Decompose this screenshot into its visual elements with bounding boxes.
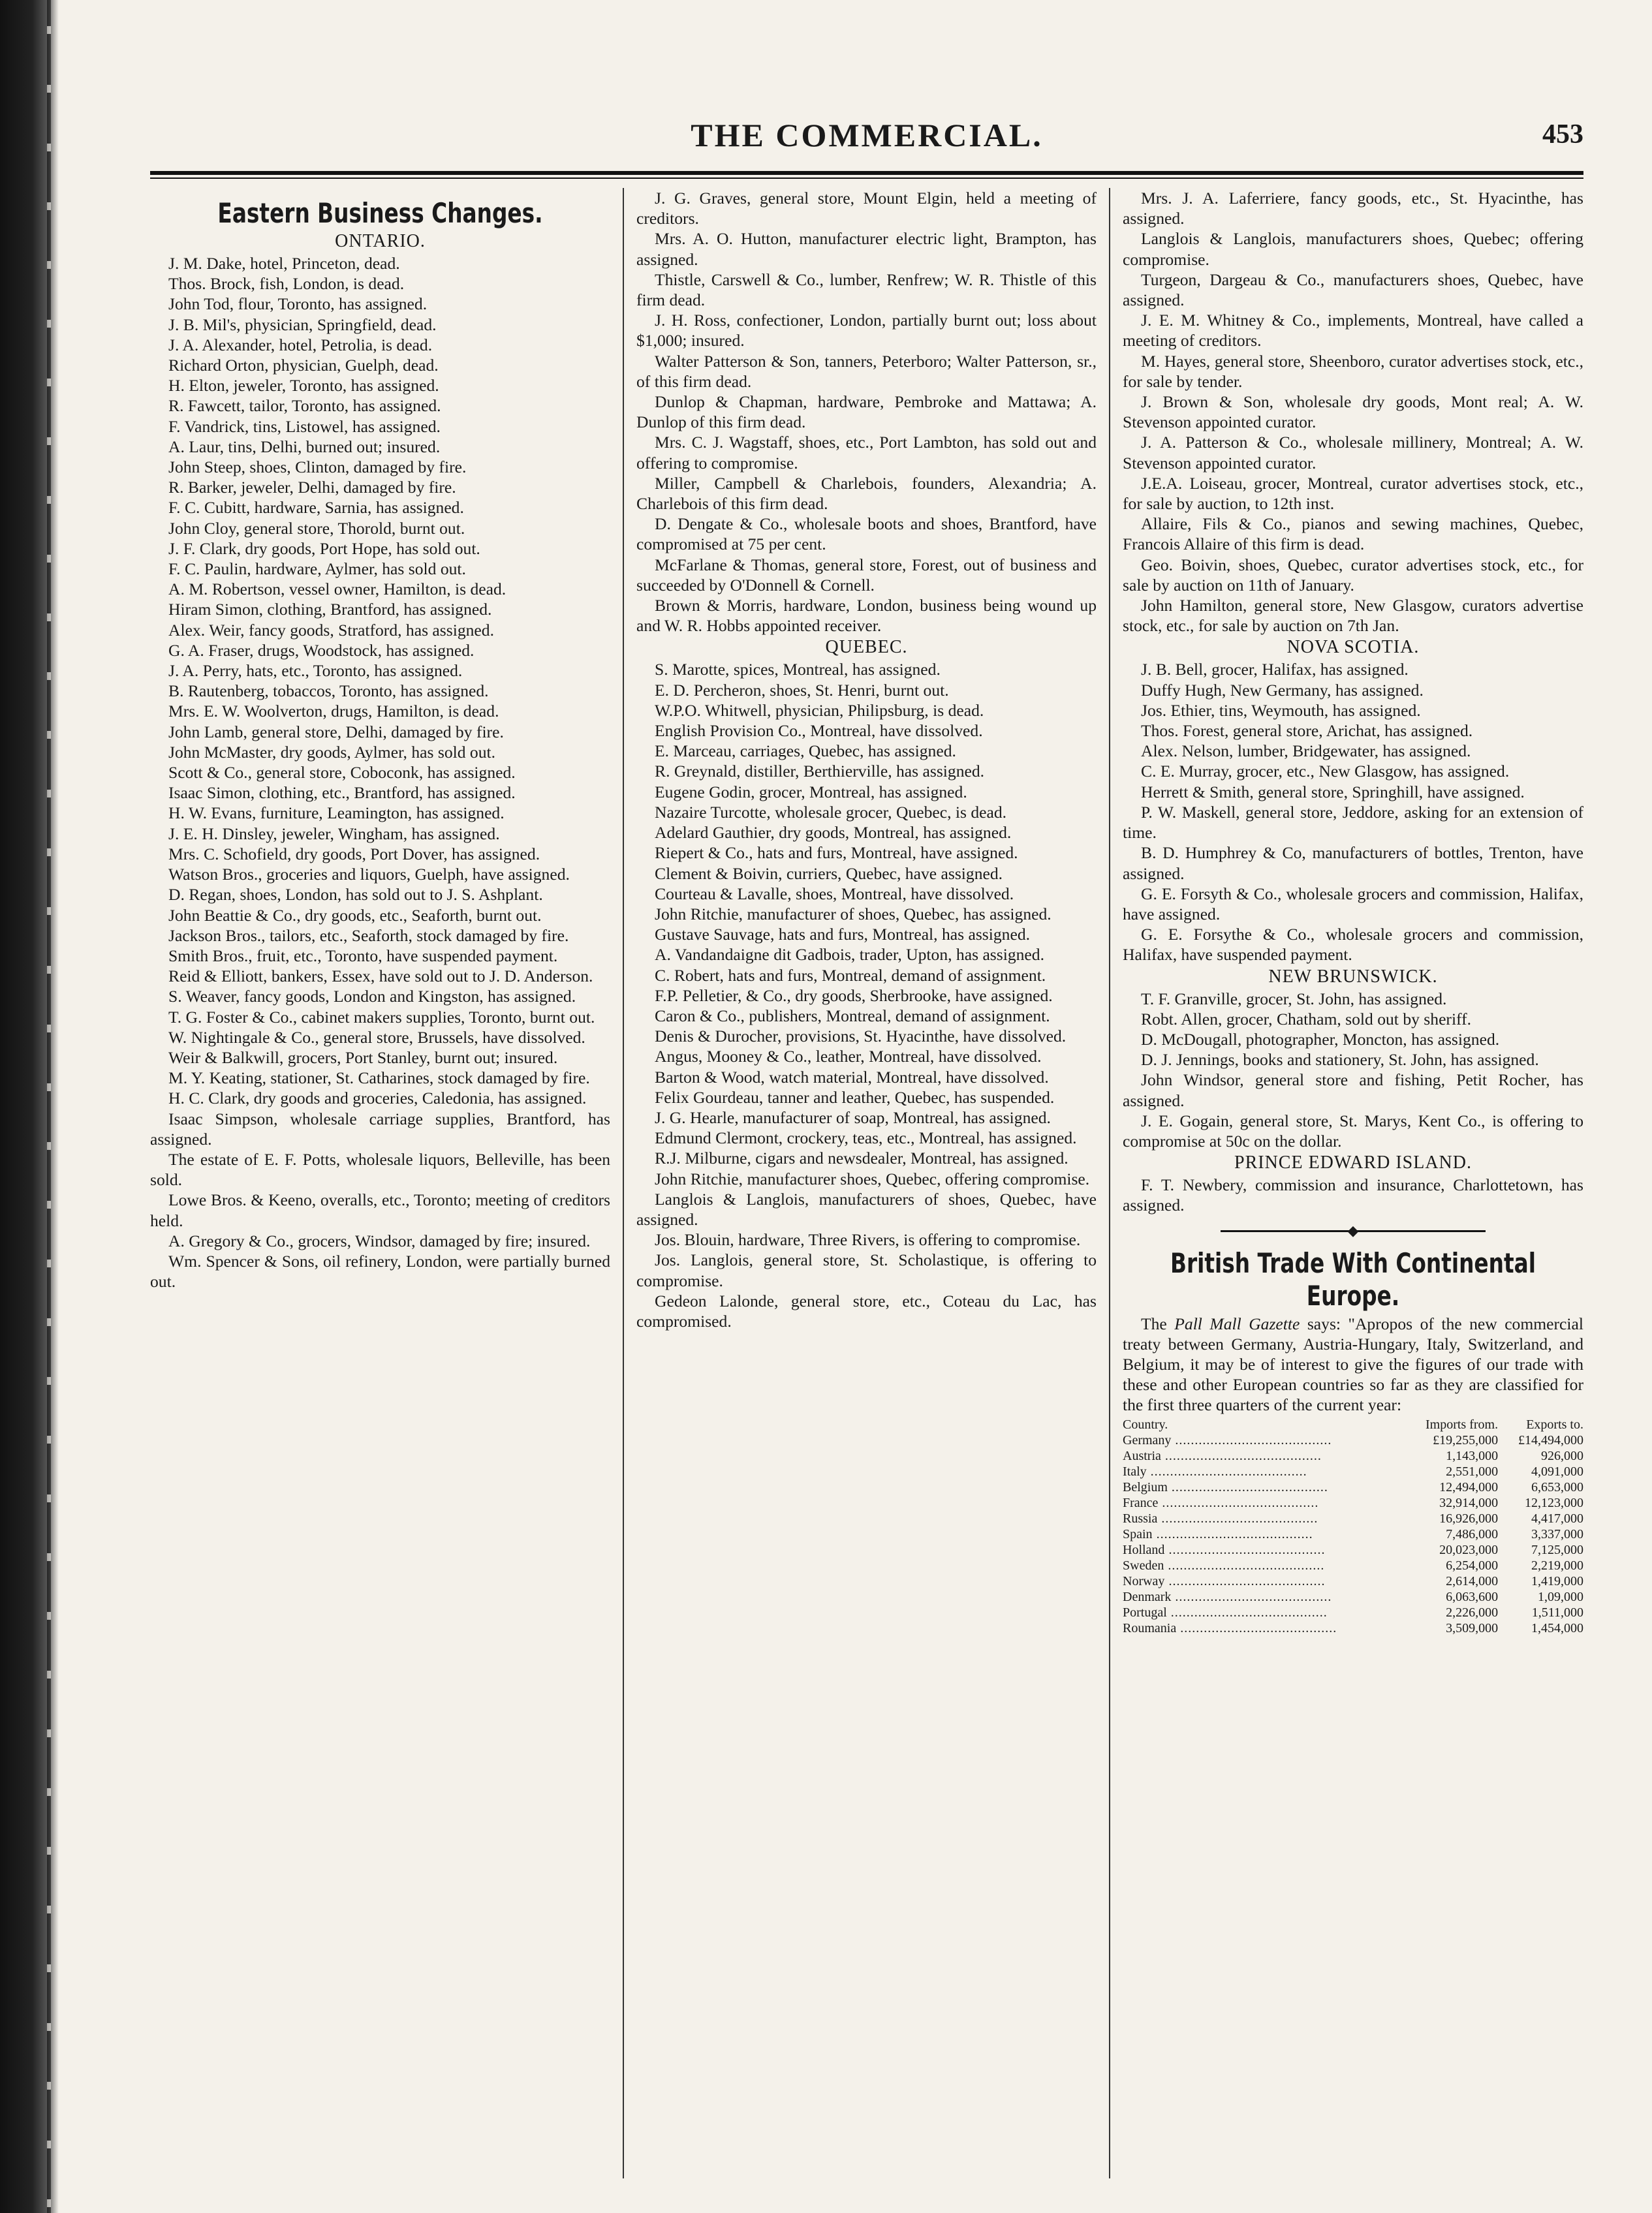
notice-item: Lowe Bros. & Keeno, overalls, etc., Toronto; meeting of creditors held. [150,1190,610,1230]
notice-item: J. E. M. Whitney & Co., implements, Montreal, have called a meeting of creditors. [1123,311,1583,350]
notice-item: G. E. Forsythe & Co., wholesale grocers and commission, Halifax, have suspended payment. [1123,925,1583,965]
notice-item: Scott & Co., general store, Coboconk, has assigned. [168,763,516,782]
trade-country-name: Germany ..... [1123,1433,1332,1447]
notice-item: A. Vandandaigne dit Gadbois, trader, Upton, has assigned. [655,945,1044,965]
trade-table-row [1123,1620,1583,1636]
notice-item: F. C. Cubitt, hardware, Sarnia, has assigned. [168,498,464,518]
trade-exports-cell: 6,653,000 [1531,1479,1583,1494]
trade-imports-cell: 6,063,600 [1446,1589,1499,1604]
notice-item: John Windsor, general store and fishing, Petit Rocher, has assigned. [1123,1070,1583,1110]
header-rule [150,171,1583,175]
notice-item: Courteau & Lavalle, shoes, Montreal, have dissolved. [655,884,1014,903]
trade-exports-cell: 1,454,000 [1531,1620,1583,1635]
trade-country-cell [1123,1479,1403,1495]
trade-intro-text: says: "Apropos of the new commercial treaty between Germany, Austria-Hungary, Italy, Switzerland, and Belgium, it may be of interest to give the figures of our trade with these and other European countries so far as they are classified for the first three quarters of the current year: [1123,1314,1583,1415]
notice-item: F. T. Newbery, commission and insurance, Charlottetown, has assigned. [1123,1175,1583,1215]
notice-item: Miller, Campbell & Charlebois, founders, Alexandria; A. Charlebois of this firm dead. [636,473,1097,514]
notice-item: English Provision Co., Montreal, have dissolved. [655,721,983,741]
notice-item: Felix Gourdeau, tanner and leather, Quebec, has suspended. [655,1087,1055,1107]
notice-item: P. W. Maskell, general store, Jeddore, asking for an extension of time. [1123,802,1583,843]
notice-item: J. G. Hearle, manufacturer of soap, Montreal, has assigned. [655,1107,1051,1127]
notice-item: J. H. Ross, confectioner, London, partially burnt out; loss about $1,000; insured. [636,311,1097,350]
notice-item: John Steep, shoes, Clinton, damaged by fire. [168,457,467,477]
notice-item: Thos. Brock, fish, London, is dead. [168,274,405,294]
notice-item: Eugene Godin, grocer, Montreal, has assigned. [655,782,967,801]
trade-country-name: France ..... [1123,1496,1318,1510]
notice-item: M. Hayes, general store, Sheenboro, curator advertises stock, etc., for sale by tender. [1123,351,1583,391]
notice-item: C. E. Murray, grocer, etc., New Glasgow, has assigned. [1141,762,1510,781]
notice-item: Smith Bros., fruit, etc., Toronto, have suspended payment. [168,946,558,965]
notice-item: Gedeon Lalonde, general store, etc., Coteau du Lac, has compromised. [636,1291,1097,1331]
section-heading-eastern-business-changes: Eastern Business Changes. [217,197,543,229]
notice-item: F. Vandrick, tins, Listowel, has assigned. [168,416,441,436]
notice-item: J. E. Gogain, general store, St. Marys, Kent Co., is offering to compromise at 50c on the dollar. [1123,1111,1583,1151]
column-3 [1123,188,1583,2175]
notice-item: Riepert & Co., hats and furs, Montreal, have assigned. [655,843,1018,863]
trade-table-body [1123,1432,1583,1636]
notice-item: D. Regan, shoes, London, has sold out to J. S. Ashplant. [168,885,543,905]
trade-exports-cell: 7,125,000 [1531,1542,1583,1557]
trade-table-row [1123,1589,1583,1605]
province-heading-quebec: QUEBEC. [825,637,908,658]
notice-item: J. M. Dake, hotel, Princeton, dead. [168,254,400,273]
notice-item: J. A. Alexander, hotel, Petrolia, is dead. [168,335,433,354]
trade-table-row [1123,1542,1583,1558]
trade-exports-cell: 1,09,000 [1538,1589,1583,1604]
notice-item: John Tod, flour, Toronto, has assigned. [168,294,428,314]
trade-table-header: Imports from. [1425,1417,1499,1432]
trade-imports-cell: 1,143,000 [1446,1448,1499,1463]
masthead-title: THE COMMERCIAL. [691,117,1043,153]
notice-item: R. Fawcett, tailor, Toronto, has assigned. [168,396,441,416]
province-heading-ontario: ONTARIO. [335,231,426,251]
trade-exports-cell: 2,219,000 [1531,1558,1583,1573]
page-header [150,116,1583,162]
trade-exports-cell: £14,494,000 [1518,1432,1583,1447]
trade-country-cell [1123,1448,1403,1464]
trade-table-row [1123,1605,1583,1620]
trade-country-name: Roumania ..... [1123,1621,1337,1635]
column-divider [623,188,624,2178]
trade-intro-paragraph [1123,1314,1583,1416]
notice-item: F. C. Paulin, hardware, Aylmer, has sold out. [168,559,466,579]
column-divider [1109,188,1110,2178]
quebec-notices-continued [1123,188,1583,636]
ontario-notices-continued [636,188,1097,636]
section-heading-british-trade: British Trade With Continental Europe. [1170,1246,1536,1312]
notice-item: John Ritchie, manufacturer of shoes, Quebec, has assigned. [655,904,1052,923]
page-number: 453 [1542,119,1583,149]
trade-country-name: Italy ..... [1123,1464,1307,1479]
notice-item: T. G. Foster & Co., cabinet makers supplies, Toronto, burnt out. [168,1007,595,1027]
notice-item: J. G. Graves, general store, Mount Elgin, held a meeting of creditors. [636,189,1097,228]
notice-item: S. Marotte, spices, Montreal, has assigned. [655,660,941,679]
ontario-notices [150,253,610,1292]
notice-item: W. Nightingale & Co., general store, Brussels, have dissolved. [168,1027,585,1047]
trade-country-cell [1123,1605,1403,1620]
trade-country-cell [1123,1511,1403,1526]
trade-imports-cell: 2,551,000 [1446,1464,1499,1479]
notice-item: Barton & Wood, watch material, Montreal, have dissolved. [655,1067,1049,1087]
notice-item: Isaac Simpson, wholesale carriage supplies, Brantford, has assigned. [150,1109,610,1149]
trade-imports-cell: 3,509,000 [1446,1620,1499,1635]
trade-country-name: Holland ..... [1123,1543,1325,1557]
new-brunswick-notices [1123,989,1583,1152]
notice-item: Angus, Mooney & Co., leather, Montreal, have dissolved. [655,1047,1042,1066]
notice-item: J. B. Bell, grocer, Halifax, has assigned. [1141,660,1409,679]
notice-item: A. Laur, tins, Delhi, burned out; insured. [168,437,441,456]
trade-country-name: Portugal ..... [1123,1605,1328,1620]
notice-item: D. McDougall, photographer, Moncton, has assigned. [1141,1029,1500,1049]
trade-country-name: Belgium ..... [1123,1480,1328,1494]
notice-item: Isaac Simon, clothing, etc., Brantford, has assigned. [168,783,516,803]
trade-country-name: Russia ..... [1123,1511,1318,1526]
notice-item: J. F. Clark, dry goods, Port Hope, has sold out. [168,538,480,558]
notice-item: Nazaire Turcotte, wholesale grocer, Quebec, is dead. [655,802,1007,822]
book-binding-edge [0,0,59,2213]
quebec-notices [636,659,1097,1331]
notice-item: Richard Orton, physician, Guelph, dead. [168,356,439,375]
notice-item: Allaire, Fils & Co., pianos and sewing machines, Quebec, Francois Allaire of this firm is dead. [1123,514,1583,554]
trade-table [1123,1417,1583,1636]
notice-item: The estate of E. F. Potts, wholesale liquors, Belleville, has been sold. [150,1149,610,1190]
trade-table-header-row [1123,1417,1583,1432]
notice-item: Watson Bros., groceries and liquors, Guelph, have assigned. [168,865,570,884]
notice-item: H. Elton, jeweler, Toronto, has assigned. [168,376,439,395]
trade-table-row [1123,1448,1583,1464]
trade-country-name: Sweden ..... [1123,1558,1324,1573]
notice-item: Langlois & Langlois, manufacturers shoes, Quebec; offering compromise. [1123,229,1583,269]
notice-item: J. A. Perry, hats, etc., Toronto, has assigned. [168,661,463,681]
trade-table-row [1123,1479,1583,1495]
trade-imports-cell: 2,226,000 [1446,1605,1499,1620]
notice-item: J. B. Mil's, physician, Springfield, dead. [168,315,437,334]
trade-table-row [1123,1511,1583,1526]
notice-item: Jos. Langlois, general store, St. Scholastique, is offering to compromise. [636,1250,1097,1290]
notice-item: Turgeon, Dargeau & Co., manufacturers shoes, Quebec, have assigned. [1123,270,1583,310]
trade-imports-cell: 12,494,000 [1439,1479,1499,1494]
notice-item: Geo. Boivin, shoes, Quebec, curator advertises stock, etc., for sale by auction on 11th of January. [1123,555,1583,595]
trade-imports-cell: £19,255,000 [1433,1432,1499,1447]
notice-item: John Lamb, general store, Delhi, damaged by fire. [168,722,504,741]
notice-item: F.P. Pelletier, & Co., dry goods, Sherbrooke, have assigned. [655,985,1053,1005]
notice-item: Denis & Durocher, provisions, St. Hyacinthe, have dissolved. [655,1027,1067,1046]
trade-country-name: Denmark ..... [1123,1590,1332,1604]
notice-item: Mrs. C. Schofield, dry goods, Port Dover, has assigned. [168,844,540,863]
notice-item: A. M. Robertson, vessel owner, Hamilton, is dead. [168,580,507,599]
trade-exports-cell: 4,091,000 [1531,1464,1583,1479]
trade-exports-cell: 926,000 [1541,1448,1583,1463]
notice-item: Robt. Allen, grocer, Chatham, sold out by sheriff. [1141,1009,1472,1029]
notice-item: S. Weaver, fancy goods, London and Kingston, has assigned. [168,987,576,1006]
notice-item: M. Y. Keating, stationer, St. Catharines, stock damaged by fire. [168,1068,590,1088]
notice-item: W.P.O. Whitwell, physician, Philipsburg, is dead. [655,700,984,720]
notice-item: B. Rautenberg, tobaccos, Toronto, has assigned. [168,681,489,701]
notice-item: J.E.A. Loiseau, grocer, Montreal, curator advertises stock, etc., for sale by auction, to 12th inst. [1123,473,1583,514]
notice-item: Dunlop & Chapman, hardware, Pembroke and Mattawa; A. Dunlop of this firm dead. [636,392,1097,432]
trade-exports-cell: 4,417,000 [1531,1511,1583,1526]
trade-exports-cell: 3,337,000 [1531,1526,1583,1541]
notice-item: John Beattie & Co., dry goods, etc., Seaforth, burnt out. [168,905,542,925]
notice-item: Herrett & Smith, general store, Springhill, have assigned. [1141,782,1525,801]
notice-item: B. D. Humphrey & Co, manufacturers of bottles, Trenton, have assigned. [1123,843,1583,883]
trade-country-cell [1123,1589,1403,1605]
trade-imports-cell: 7,486,000 [1446,1526,1499,1541]
notice-item: Langlois & Langlois, manufacturers of shoes, Quebec, have assigned. [636,1189,1097,1229]
notice-item: Mrs. C. J. Wagstaff, shoes, etc., Port Lambton, has sold out and offering to compromise. [636,433,1097,472]
notice-item: Mrs. A. O. Hutton, manufacturer electric light, Brampton, has assigned. [636,229,1097,269]
notice-item: Brown & Morris, hardware, London, business being wound up and W. R. Hobbs appointed receiver. [636,596,1097,636]
trade-table-row [1123,1558,1583,1573]
trade-imports-cell: 2,614,000 [1446,1573,1499,1588]
notice-item: J. E. H. Dinsley, jeweler, Wingham, has assigned. [168,824,500,843]
province-heading-prince-edward-island: PRINCE EDWARD ISLAND. [1234,1153,1472,1173]
trade-country-cell [1123,1573,1403,1589]
header-rule-thin [150,178,1583,179]
notice-item: Alex. Nelson, lumber, Bridgewater, has assigned. [1141,741,1471,761]
trade-country-cell [1123,1464,1403,1479]
notice-item: R. Greynald, distiller, Berthierville, has assigned. [655,762,985,781]
pei-notices [1123,1175,1583,1215]
trade-country-cell [1123,1432,1403,1448]
notice-item: Wm. Spencer & Sons, oil refinery, London, were partially burned out. [150,1251,610,1292]
notice-item: Alex. Weir, fancy goods, Stratford, has assigned. [168,620,494,640]
notice-item: D. Dengate & Co., wholesale boots and shoes, Brantford, have compromised at 75 per cent. [636,514,1097,554]
notice-item: Duffy Hugh, New Germany, has assigned. [1141,680,1424,700]
notice-item: Jackson Bros., tailors, etc., Seaforth, stock damaged by fire. [168,925,569,945]
column-2 [636,188,1097,2175]
province-heading-nova-scotia: NOVA SCOTIA. [1286,637,1420,658]
trade-intro-source: Pall Mall Gazette [1174,1314,1300,1333]
column-1 [150,188,610,2175]
notice-item: E. Marceau, carriages, Quebec, has assigned. [655,741,956,761]
trade-imports-cell: 6,254,000 [1446,1558,1499,1573]
notice-item: H. C. Clark, dry goods and groceries, Caledonia, has assigned. [168,1089,587,1108]
notice-item: Caron & Co., publishers, Montreal, demand of assignment. [655,1006,1050,1025]
notice-item: Mrs. J. A. Laferriere, fancy goods, etc., St. Hyacinthe, has assigned. [1123,189,1583,228]
notice-item: Clement & Boivin, curriers, Quebec, have assigned. [655,863,1003,883]
notice-item: Thistle, Carswell & Co., lumber, Renfrew; W. R. Thistle of this firm dead. [636,270,1097,310]
notice-item: Mrs. E. W. Woolverton, drugs, Hamilton, is dead. [168,702,499,721]
notice-item: McFarlane & Thomas, general store, Forest, out of business and succeeded by O'Donnell & Cornell. [636,555,1097,595]
notice-item: T. F. Granville, grocer, St. John, has assigned. [1141,989,1447,1008]
trade-country-cell [1123,1558,1403,1573]
trade-table-row [1123,1432,1583,1448]
trade-table-row [1123,1495,1583,1511]
notice-item: Gustave Sauvage, hats and furs, Montreal, has assigned. [655,925,1031,944]
notice-item: J. Brown & Son, wholesale dry goods, Mont real; A. W. Stevenson appointed curator. [1123,392,1583,432]
trade-exports-cell: 12,123,000 [1525,1495,1583,1510]
notice-item: John McMaster, dry goods, Aylmer, has sold out. [168,742,496,762]
province-heading-new-brunswick: NEW BRUNSWICK. [1268,966,1438,987]
notice-item: John Ritchie, manufacturer shoes, Quebec, offering compromise. [655,1169,1090,1188]
nova-scotia-notices [1123,659,1583,965]
notice-item: Reid & Elliott, bankers, Essex, have sold out to J. D. Anderson. [168,967,593,986]
notice-item: Hiram Simon, clothing, Brantford, has assigned. [168,600,492,619]
trade-country-cell [1123,1495,1403,1511]
trade-country-cell [1123,1542,1403,1558]
trade-table-row [1123,1464,1583,1479]
trade-exports-cell: 1,511,000 [1531,1605,1583,1620]
notice-item: J. A. Patterson & Co., wholesale millinery, Montreal; A. W. Stevenson appointed curator. [1123,433,1583,472]
notice-item: R. Barker, jeweler, Delhi, damaged by fire. [168,478,456,497]
notice-item: G. A. Fraser, drugs, Woodstock, has assigned. [168,640,475,660]
trade-exports-cell: 1,419,000 [1531,1573,1583,1588]
notice-item: Jos. Blouin, hardware, Three Rivers, is offering to compromise. [655,1230,1081,1250]
section-separator [1123,1224,1583,1238]
trade-country-name: Norway ..... [1123,1574,1325,1588]
notice-item: A. Gregory & Co., grocers, Windsor, damaged by fire; insured. [168,1231,591,1250]
notice-item: G. E. Forsyth & Co., wholesale grocers and commission, Halifax, have assigned. [1123,884,1583,923]
trade-country-cell [1123,1620,1403,1636]
trade-table-row [1123,1573,1583,1589]
trade-country-cell [1123,1526,1403,1542]
trade-table-header: Country. [1123,1417,1168,1432]
notice-item: John Hamilton, general store, New Glasgow, curators advertise stock, etc., for sale by auction on 7th Jan. [1123,596,1583,636]
notice-item: Weir & Balkwill, grocers, Port Stanley, burnt out; insured. [168,1047,558,1067]
notice-item: Edmund Clermont, crockery, teas, etc., Montreal, has assigned. [655,1128,1077,1148]
notice-item: D. J. Jennings, books and stationery, St. John, has assigned. [1141,1050,1539,1070]
notice-item: E. D. Percheron, shoes, St. Henri, burnt out. [655,680,949,700]
trade-table-header: Exports to. [1526,1417,1583,1432]
notice-item: Jos. Ethier, tins, Weymouth, has assigned. [1141,700,1421,720]
trade-table-row [1123,1526,1583,1542]
trade-intro-prefix: The [1141,1314,1167,1333]
notice-item: C. Robert, hats and furs, Montreal, demand of assignment. [655,965,1046,985]
trade-imports-cell: 16,926,000 [1439,1511,1499,1526]
trade-country-name: Spain ..... [1123,1527,1313,1541]
trade-imports-cell: 20,023,000 [1439,1542,1499,1557]
notice-item: R.J. Milburne, cigars and newsdealer, Montreal, has assigned. [655,1149,1068,1168]
notice-item: Walter Patterson & Son, tanners, Peterboro; Walter Patterson, sr., of this firm dead. [636,351,1097,391]
trade-country-name: Austria ..... [1123,1449,1322,1463]
notice-item: Adelard Gauthier, dry goods, Montreal, has assigned. [655,823,1012,843]
notice-item: H. W. Evans, furniture, Leamington, has assigned. [168,803,505,823]
notice-item: John Cloy, general store, Thorold, burnt out. [168,518,465,538]
trade-imports-cell: 32,914,000 [1439,1495,1499,1510]
notice-item: Thos. Forest, general store, Arichat, has assigned. [1141,721,1473,741]
